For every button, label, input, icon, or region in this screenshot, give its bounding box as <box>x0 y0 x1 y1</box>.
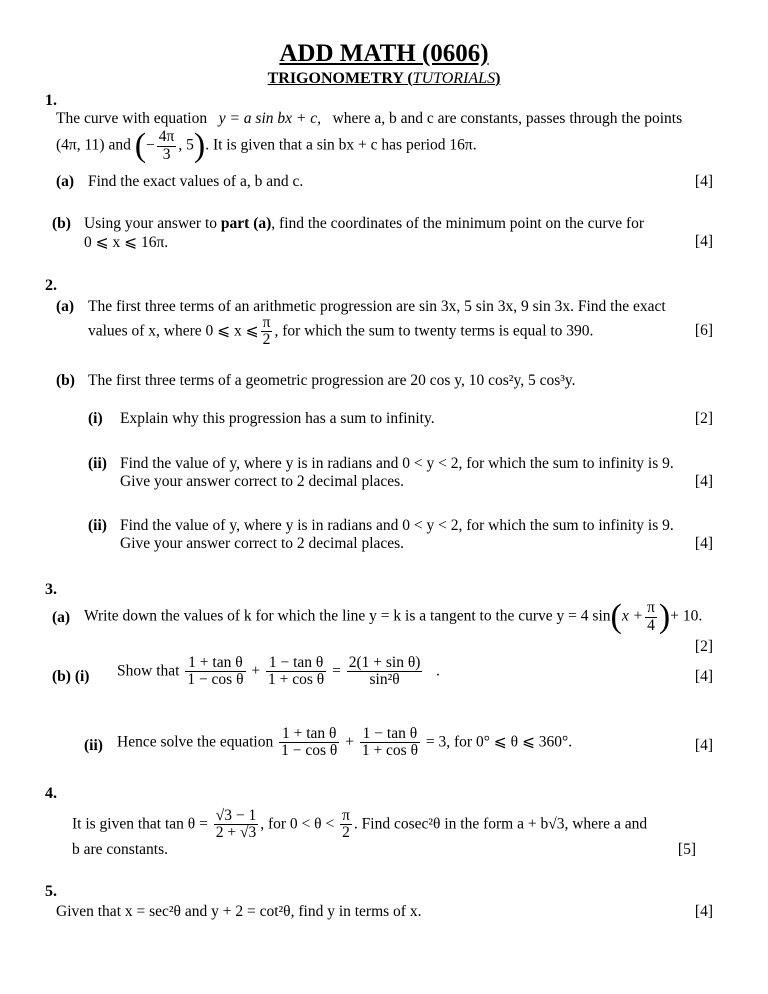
page-subtitle: TRIGONOMETRY (TUTORIALS) <box>267 70 501 87</box>
q3a-marks: [2] <box>694 638 713 655</box>
q1a-label: (a) <box>56 173 75 190</box>
q2a-marks: [6] <box>694 322 713 339</box>
q2biii-line1: Find the value of y, where y is in radians and 0 < y < 2, for which the sum to infinity is 9. <box>120 517 674 534</box>
q2a-line2: values of x, where 0 ⩽ x ⩽ $\frac{\pi}{2}$ , for which the sum to twenty terms is equal to 390. <box>88 314 594 349</box>
q2bii-line2: Give your answer correct to 2 decimal places. <box>120 473 405 490</box>
q1b-text: Using your answer to part (a), find the coordinates of the minimum point on the curve for <box>84 215 645 232</box>
page-title: ADD MATH (0606) <box>279 40 489 67</box>
q2biii-label: (ii) <box>88 517 107 534</box>
q2bi-marks: [2] <box>694 410 713 427</box>
q2biii-line2: Give your answer correct to 2 decimal places. <box>120 535 405 552</box>
q2a-line1: The first three terms of an arithmetic progression are sin 3x, 5 sin 3x, 9 sin 3x. Find the exact <box>88 298 666 315</box>
q4-marks: [5] <box>677 841 696 858</box>
question-1-number: 1. <box>45 92 57 109</box>
q2bi-label: (i) <box>88 410 103 427</box>
q3bii-label: (ii) <box>84 737 103 754</box>
q2bii-label: (ii) <box>88 455 107 472</box>
q3bi-expression: Show that $\frac{\text{1 + tan θ}}{\text{1 − cos θ}}$ + $\frac{\text{1 − tan θ}}{\text{1 + cos θ}}$ = $\frac{\text{2(1 + sin θ)}}{\text{sin²θ}}$ . <box>117 654 440 689</box>
q1-stem-line1: The curve with equation y = a sin bx + c, where a, b and c are constants, passes through the points <box>56 110 683 127</box>
q3a-text: Write down the values of k for which the line y = k is a tangent to the curve y = 4 sin(x + $\frac{\pi}{4}$ )+ 10. <box>84 598 703 635</box>
q3bii-marks: [4] <box>694 737 713 754</box>
question-4-number: 4. <box>45 785 57 802</box>
q1a-text: Find the exact values of a, b and c. <box>88 173 304 190</box>
q3bi-label: (b) (i) <box>52 668 90 685</box>
q5-text: Given that x = sec²θ and y + 2 = cot²θ, find y in terms of x. <box>56 903 422 920</box>
q4-line1: It is given that tan θ = $\frac{√3 - 1}{2 + √3}$ , for 0 < θ < $\frac{\pi}{2}$ . Find cosec²θ in the form a + b√3, where a and <box>72 807 648 842</box>
q2b-text: The first three terms of a geometric progression are 20 cos y, 10 cos²y, 5 cos³y. <box>88 372 576 389</box>
q2biii-marks: [4] <box>694 535 713 552</box>
question-3-number: 3. <box>45 581 57 598</box>
q2bi-text: Explain why this progression has a sum to infinity. <box>120 410 435 427</box>
q4-line2: b are constants. <box>72 841 168 858</box>
q1b-label: (b) <box>52 215 71 232</box>
question-5-number: 5. <box>45 883 57 900</box>
q5-marks: [4] <box>694 903 713 920</box>
q1b-marks: [4] <box>694 233 713 250</box>
q2a-label: (a) <box>56 298 75 315</box>
q3bii-expression: Hence solve the equation $\frac{\text{1 + tan θ}}{\text{1 − cos θ}}$ + $\frac{\text{1 − tan θ}}{\text{1 + cos θ}}$ = 3, for 0° ⩽ θ ⩽ 360°. <box>117 725 573 760</box>
q2bii-line1: Find the value of y, where y is in radians and 0 < y < 2, for which the sum to infinity is 9. <box>120 455 674 472</box>
question-2-number: 2. <box>45 277 57 294</box>
q1a-marks: [4] <box>694 173 713 190</box>
q3bi-marks: [4] <box>694 668 713 685</box>
q2bii-marks: [4] <box>694 473 713 490</box>
q1b-line2: 0 ⩽ x ⩽ 16π. <box>84 234 169 251</box>
q2b-label: (b) <box>56 372 75 389</box>
q3a-label: (a) <box>52 609 71 626</box>
q1-stem-line2: (4π, 11) and (− $\frac{4\pi}{3}$ , 5). It is given that a sin bx + c has period 16π. <box>56 127 477 164</box>
